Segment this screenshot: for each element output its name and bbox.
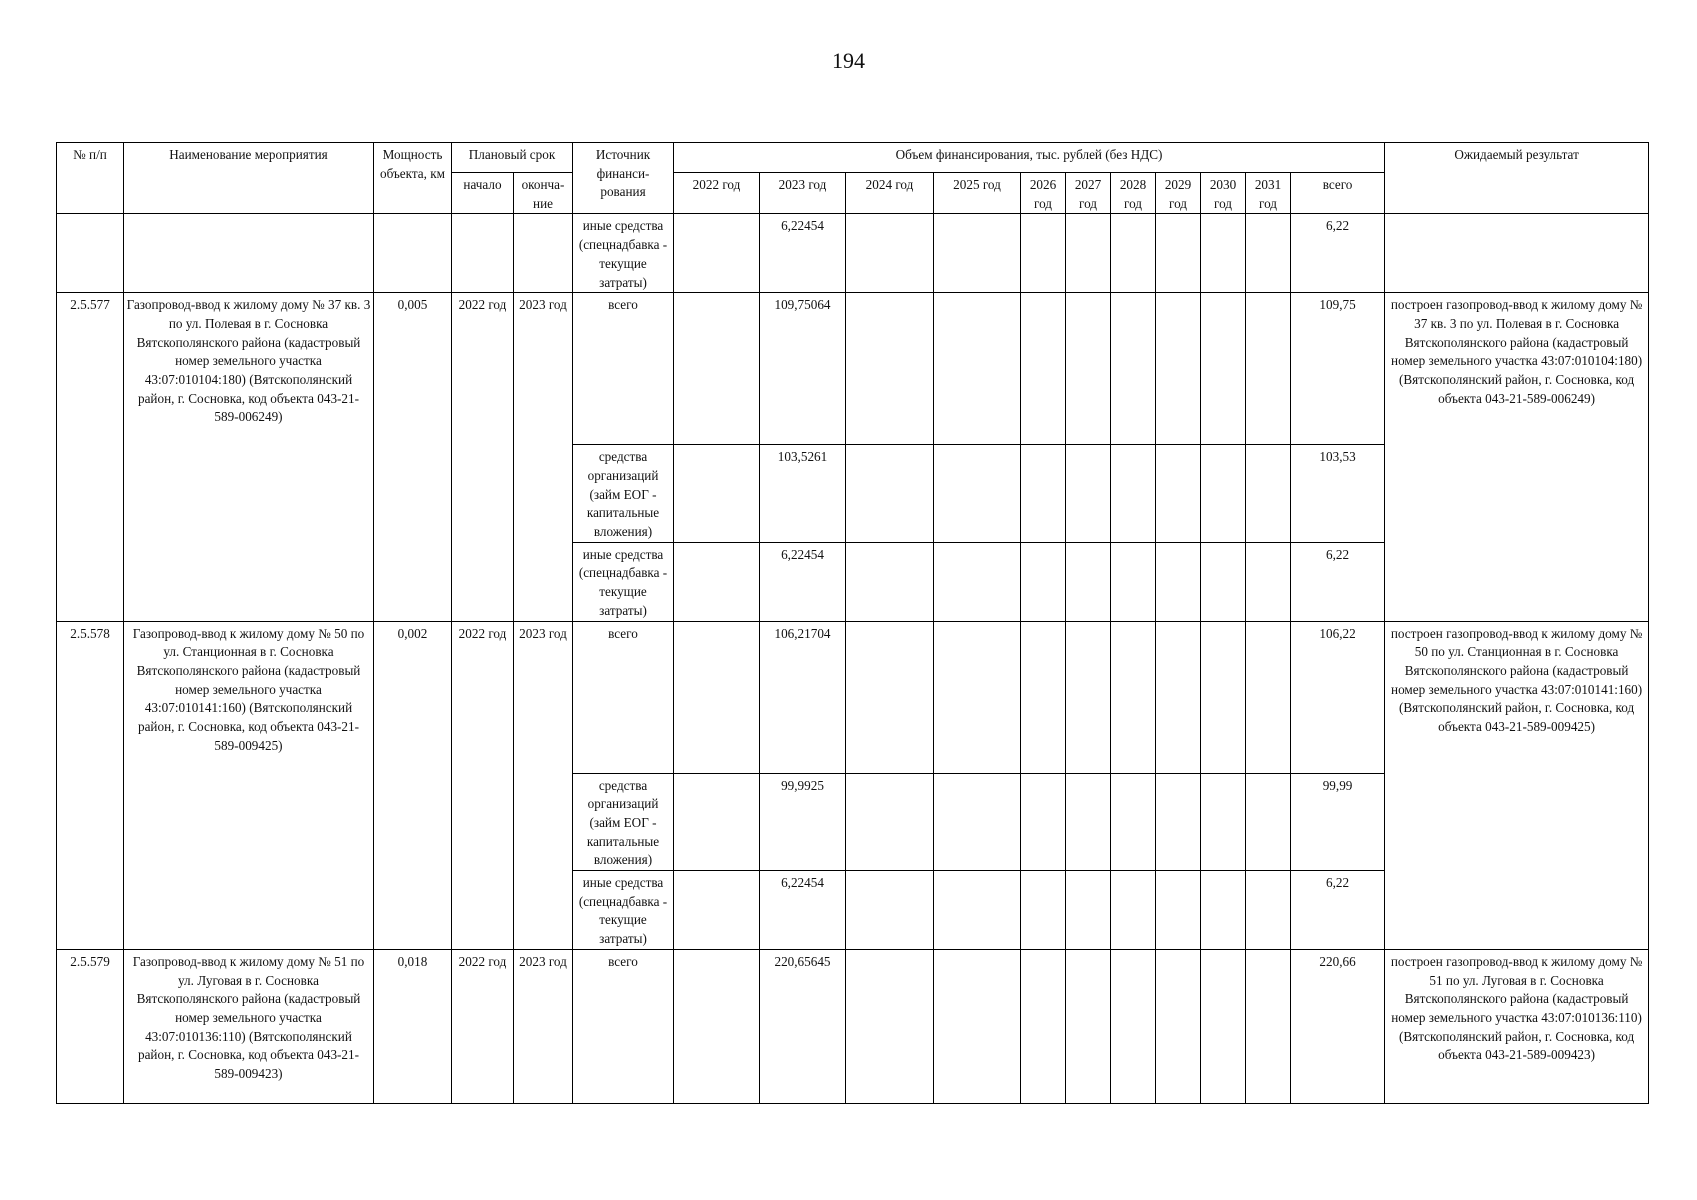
cell-2029 [1156,214,1201,293]
table-row [57,621,1649,773]
cell-2027 [1066,773,1111,871]
cell-end: 2023 год [514,621,573,949]
cell-end [514,214,573,293]
cell-name: Газопровод-ввод к жилому дому № 51 по ул. Луговая в г. Сосновка Вятскополянского района (кадастровый номер земельного участка 43:07:010136:110) (Вятскополянский район, г. Сосновка, код объекта 043-21-589-009423) [124,949,374,1103]
table-header [57,143,1649,214]
cell-2028 [1111,621,1156,773]
cell-start: 2022 год [452,293,514,621]
cell-2023: 109,75064 [760,293,846,445]
cell-2026 [1021,773,1066,871]
cell-2023: 6,22454 [760,871,846,950]
cell-2031 [1246,621,1291,773]
cell-2031 [1246,445,1291,543]
header-year-2026: 2026 год [1021,173,1066,214]
header-term-end: оконча-ние [514,173,573,214]
cell-source: иные средства (спецнадбавка - текущие затраты) [573,214,674,293]
cell-2024 [846,871,934,950]
cell-source: всего [573,621,674,773]
table-row [57,214,1649,293]
cell-source: всего [573,293,674,445]
header-name: Наименование мероприятия [124,143,374,214]
cell-2029 [1156,445,1201,543]
header-year-2031: 2031 год [1246,173,1291,214]
cell-total: 220,66 [1291,949,1385,1103]
cell-2025 [934,542,1021,621]
cell-2031 [1246,949,1291,1103]
header-year-2022: 2022 год [674,173,760,214]
cell-2023: 220,65645 [760,949,846,1103]
cell-2030 [1201,773,1246,871]
cell-2030 [1201,293,1246,445]
cell-2031 [1246,214,1291,293]
cell-result [1385,214,1649,293]
cell-num: 2.5.577 [57,293,124,621]
cell-result: построен газопровод-ввод к жилому дому № 51 по ул. Луговая в г. Сосновка Вятскополянского района (кадастровый номер земельного участка 43:07:010136:110) (Вятскополянский район, г. Сосновка, код объекта 043-21-589-009423) [1385,949,1649,1103]
cell-2023: 6,22454 [760,214,846,293]
cell-source: средства организаций (займ ЕОГ - капитальные вложения) [573,773,674,871]
cell-result: построен газопровод-ввод к жилому дому № 37 кв. 3 по ул. Полевая в г. Сосновка Вятскополянского района (кадастровый номер земельного участка 43:07:010104:180) (Вятскополянский район, г. Сосновка, код объекта 043-21-589-006249) [1385,293,1649,621]
cell-2030 [1201,871,1246,950]
cell-2031 [1246,542,1291,621]
cell-start: 2022 год [452,949,514,1103]
cell-2022 [674,214,760,293]
cell-2028 [1111,542,1156,621]
header-year-2024: 2024 год [846,173,934,214]
table-row [57,949,1649,1103]
header-year-2025: 2025 год [934,173,1021,214]
cell-2025 [934,871,1021,950]
cell-end: 2023 год [514,293,573,621]
header-power: Мощность объекта, км [374,143,452,214]
cell-total: 103,53 [1291,445,1385,543]
header-volume: Объем финансирования, тыс. рублей (без НДС) [674,143,1385,173]
header-year-2028: 2028 год [1111,173,1156,214]
cell-2031 [1246,773,1291,871]
cell-total: 6,22 [1291,871,1385,950]
header-result: Ожидаемый результат [1385,143,1649,214]
cell-source: иные средства (спецнадбавка - текущие затраты) [573,871,674,950]
cell-2024 [846,445,934,543]
header-source: Источник финанси-рования [573,143,674,214]
header-year-2027: 2027 год [1066,173,1111,214]
cell-2026 [1021,871,1066,950]
cell-2023: 6,22454 [760,542,846,621]
cell-2025 [934,445,1021,543]
cell-2025 [934,949,1021,1103]
cell-2028 [1111,949,1156,1103]
cell-2024 [846,542,934,621]
cell-2029 [1156,293,1201,445]
cell-2028 [1111,445,1156,543]
table-row [57,293,1649,445]
cell-2028 [1111,773,1156,871]
cell-start [452,214,514,293]
cell-2023: 99,9925 [760,773,846,871]
cell-power [374,214,452,293]
cell-source: всего [573,949,674,1103]
cell-source: средства организаций (займ ЕОГ - капитальные вложения) [573,445,674,543]
cell-2030 [1201,621,1246,773]
cell-2029 [1156,621,1201,773]
header-year-2023: 2023 год [760,173,846,214]
cell-2029 [1156,542,1201,621]
cell-2024 [846,293,934,445]
cell-2024 [846,621,934,773]
cell-total: 6,22 [1291,542,1385,621]
cell-name [124,214,374,293]
cell-2030 [1201,542,1246,621]
header-term-start: начало [452,173,514,214]
cell-num: 2.5.578 [57,621,124,949]
cell-2026 [1021,621,1066,773]
cell-power: 0,018 [374,949,452,1103]
cell-2022 [674,621,760,773]
cell-num: 2.5.579 [57,949,124,1103]
header-num: № п/п [57,143,124,214]
cell-2031 [1246,871,1291,950]
cell-2022 [674,445,760,543]
cell-2026 [1021,542,1066,621]
cell-2026 [1021,445,1066,543]
cell-start: 2022 год [452,621,514,949]
cell-2026 [1021,949,1066,1103]
cell-2031 [1246,293,1291,445]
cell-2024 [846,949,934,1103]
cell-2027 [1066,445,1111,543]
cell-2030 [1201,214,1246,293]
cell-2026 [1021,214,1066,293]
cell-2023: 103,5261 [760,445,846,543]
cell-total: 6,22 [1291,214,1385,293]
cell-2028 [1111,871,1156,950]
cell-2023: 106,21704 [760,621,846,773]
cell-2027 [1066,293,1111,445]
header-total: всего [1291,173,1385,214]
cell-2025 [934,621,1021,773]
cell-2027 [1066,214,1111,293]
page-number: 194 [832,48,865,73]
cell-2025 [934,773,1021,871]
cell-power: 0,002 [374,621,452,949]
financing-table [56,142,1649,1104]
cell-2030 [1201,949,1246,1103]
cell-2022 [674,773,760,871]
cell-end: 2023 год [514,949,573,1103]
cell-2027 [1066,621,1111,773]
cell-2027 [1066,542,1111,621]
header-year-2030: 2030 год [1201,173,1246,214]
cell-name: Газопровод-ввод к жилому дому № 37 кв. 3 по ул. Полевая в г. Сосновка Вятскополянского района (кадастровый номер земельного участка 43:07:010104:180) (Вятскополянский район, г. Сосновка, код объекта 043-21-589-006249) [124,293,374,621]
cell-2025 [934,214,1021,293]
cell-2022 [674,871,760,950]
cell-power: 0,005 [374,293,452,621]
cell-2022 [674,542,760,621]
cell-total: 106,22 [1291,621,1385,773]
header-year-2029: 2029 год [1156,173,1201,214]
cell-num [57,214,124,293]
cell-2028 [1111,293,1156,445]
cell-2025 [934,293,1021,445]
cell-2030 [1201,445,1246,543]
cell-2022 [674,949,760,1103]
cell-source: иные средства (спецнадбавка - текущие затраты) [573,542,674,621]
cell-2022 [674,293,760,445]
cell-2029 [1156,949,1201,1103]
cell-result: построен газопровод-ввод к жилому дому № 50 по ул. Станционная в г. Сосновка Вятскополянского района (кадастровый номер земельного участка 43:07:010141:160) (Вятскополянский район, г. Сосновка, код объекта 043-21-589-009425) [1385,621,1649,949]
cell-name: Газопровод-ввод к жилому дому № 50 по ул. Станционная в г. Сосновка Вятскополянского района (кадастровый номер земельного участка 43:07:010141:160) (Вятскополянский район, г. Сосновка, код объекта 043-21-589-009425) [124,621,374,949]
cell-total: 109,75 [1291,293,1385,445]
cell-2027 [1066,949,1111,1103]
cell-2024 [846,214,934,293]
cell-2028 [1111,214,1156,293]
cell-2026 [1021,293,1066,445]
cell-total: 99,99 [1291,773,1385,871]
cell-2027 [1066,871,1111,950]
cell-2029 [1156,773,1201,871]
cell-2029 [1156,871,1201,950]
cell-2024 [846,773,934,871]
header-term: Плановый срок [452,143,573,173]
